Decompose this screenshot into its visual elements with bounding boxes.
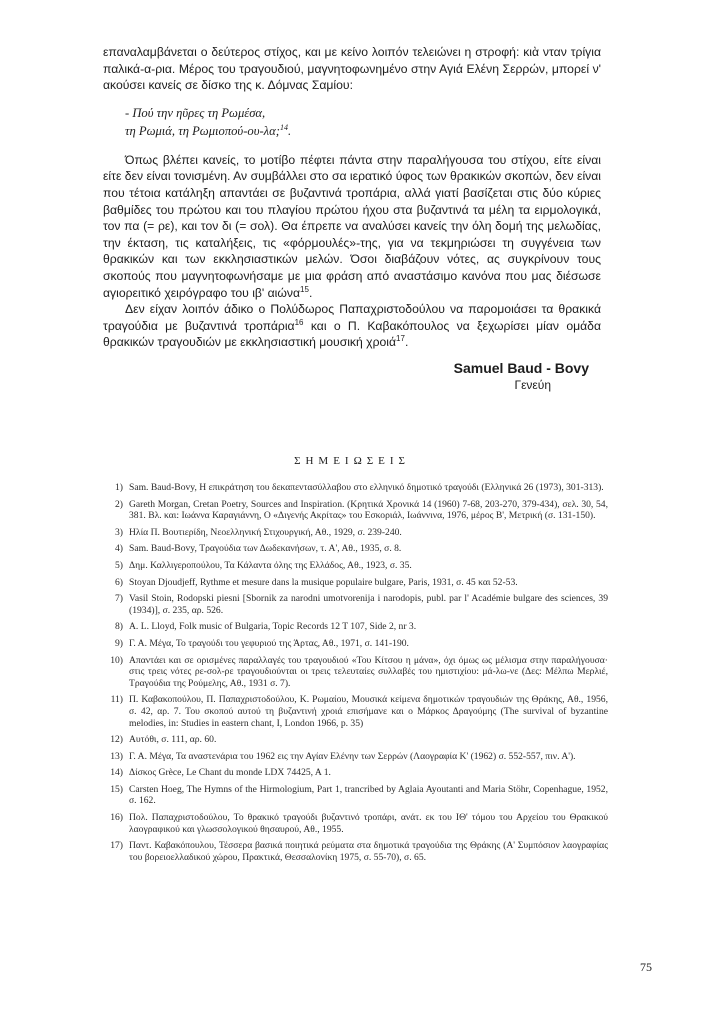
footnote-text: Αυτόθι, σ. 111, αρ. 60. [129,734,217,746]
footnote-item [103,751,608,763]
footnote-item [103,812,608,835]
notes-list [103,482,608,868]
footnote-number: 3) [115,526,123,538]
footnote-text: A. L. Lloyd, Folk music of Bulgaria, Topic Records 12 T 107, Side 2, nr 3. [129,621,417,633]
footnote-item [103,655,608,690]
footnote-number: 14) [110,767,123,779]
footnote-text: Sam. Baud-Bovy, Η επικράτηση του δεκαπεντασύλλαβου στο ελληνικό δημοτικό τραγούδι (Ελληνικά 26 (1973), 301-313). [129,482,604,493]
paragraph-3-text-b: και ο Π. Καβακόπουλος να ξεχωρίσει μίαν ομάδα θρακικών τραγουδιών με εκκλησιαστική μουσική χροιά [103,318,601,350]
verse-line-2-text: τη Ρωμιά, τη Ρωμιοπού-ου-λα; [125,123,280,138]
footnote-text: Vasil Stoin, Rodopski piesni [Sbornik za narodni umotvorenija i narodopis, publ. par l' Académie bulgare des sciences, 39 (1934)], σ. 235, αρ. 526. [129,593,608,616]
signature-block [103,359,601,393]
footnote-text: Carsten Hoeg, The Hymns of the Hirmologium, Part 1, trancribed by Aglaia Ayoutanti and Maria Stöhr, Copenhague, 1952, σ. 162. [129,783,608,807]
verse-quote [125,104,601,140]
footnote-text: Gareth Morgan, Cretan Poetry, Sources and Inspiration. (Κρητικά Χρονικά 14 (1960) 7-68, 203-270, 379-434), σελ. 30, 54, 381. Βλ. και: Ιωάννα Καραγιάννη, Ο «Διγενής Ακρίτας» του Εσκοριάλ, Ιωάννινα, 1976, μέρος Β', Μετρική (σ. 131-150). [129,498,608,522]
footnote-number: 1) [115,482,123,493]
paragraph-3-text-a: Δεν είχαν λοιπόν άδικο ο Πολύδωρος Παπαχριστοδούλου να παρομοιάσει τα θρακικά τραγούδια με βυζαντινά τροπάρια [103,302,601,333]
footnote-number: 17) [110,840,123,852]
footnote-number: 8) [115,621,123,633]
footnote-text: Γ. Α. Μέγα, Τα αναστενάρια του 1962 εις την Αγίαν Ελένην των Σερρών (Λαογραφία Κ' (1962) σ. 552-557, πιν. Α'). [129,750,576,762]
footnote-text: Απαντάει και σε ορισμένες παραλλαγές του τραγουδιού «Του Κίτσου η μάνα», όχι όμως ως μέλισμα στην παραλήγουσα· στις τρεις νότες ρε-σολ-ρε τραγουδιούνται οι τρεις τελευταίες συλλαβές του ημιστιχίου: μά-λω-νε (Δες: Μέλπω Μερλιέ, Τραγούδια της Ρούμελης, Αθ., 1931 σ. 7). [129,654,608,689]
footnote-item [103,784,608,807]
footnote-item [103,767,608,779]
footnote-text: Παντ. Καβακόπουλου, Τέσσερα βασικά ποιητικά ρεύματα στα δημοτικά τραγούδια της Θράκης (Α' Συμπόσιον λαογραφίας του βορειοελλαδικού χώρου, Πρακτικά, Θεσσαλονίκη 1975, σ. 55-70), σ. 65. [129,840,608,863]
footnote-ref-15[interactable]: 15 [300,284,309,294]
footnote-number: 4) [115,543,123,555]
footnote-item [103,527,608,539]
footnote-text: Γ. Α. Μέγα, Το τραγούδι του γεφυριού της Άρτας, Αθ., 1971, σ. 141-190. [129,637,409,649]
notes-heading: ΣΗΜΕΙΩΣΕΙΣ [294,455,410,467]
footnote-number: 16) [110,812,123,824]
footnote-item [103,840,608,863]
footnote-number: 15) [110,783,123,795]
paragraph-3: Δεν είχαν λοιπόν άδικο ο Πολύδωρος Παπαχριστοδούλου να παρομοιάσει τα θρακικά τραγούδια με βυζαντινά τροπάρια$^{16}$ και ο Π. Καβακόπουλος να ξεχωρίσει μίαν ομάδα θρακικών τραγουδιών με εκκλησιαστική μουσική χροιά$^{17}$. [103,302,601,350]
footnote-number: 11) [110,694,123,706]
author-location: Γενεύη [514,377,551,392]
footnote-number: 12) [110,734,123,746]
verse-line-1: - Πού την ηῦρες τη Ρωμέσα, [125,105,266,120]
verse-line-2: τη Ρωμιά, τη Ρωμιοπού-ου-λα;$^{14}$. [125,122,292,138]
footnote-number: 10) [110,654,123,666]
footnote-ref-14[interactable]: 14 [279,122,288,132]
footnote-text: Πολ. Παπαχριστοδούλου, Το θρακικό τραγούδι βυζαντινό τροπάρι, ανάτ. εκ του ΙΘ' τόμου του Αρχείου του Θρακικού λαογραφικού και γλωσσολογικού θησαυρού, Αθ., 1955. [129,812,608,835]
page-number: 75 [640,960,652,974]
footnote-item [103,499,608,522]
footnote-number: 9) [115,637,123,649]
footnote-item [103,638,608,650]
footnote-text: Π. Καβακοπούλου, Π. Παπαχριστοδούλου, Κ. Ρωμαίου, Μουσικά κείμενα δημοτικών τραγουδιών της Θράκης, Αθ., 1956, σ. 42, αρ. 7. Του σκοπού αυτού τη βυζαντινή χροιά επισήμανε και ο Μάρκος Δραγούμης (The survival of byzantine melodies, in: Studies in eastern chant, I, London 1966, p. 35) [129,694,608,729]
footnote-ref-17[interactable]: 17 [396,334,405,344]
paragraph-2-text: Όπως βλέπει κανείς, το μοτίβο πέφτει πάντα στην παραλήγουσα του στίχου, είτε είναι είτε δεν είναι τονισμένη. Αν συμβάλλει στο σα ιερατικό ύφος των θρακικών σκοπών, δεν είναι που τέτοια κατάληξη απαντάει σε βυζαντινά τροπάρια, αλλά γιατί βασίζεται στις δύο κύριες βαθμίδες του πρώτου και του πλαγίου πρώτου ήχου στα βυζαντινά τα μέλη τα ειρμολογικά, τον πα (= ρε), και τον δι (= σολ). Θα έπρεπε να αναλύσει κανείς την όλη δομή της μελωδίας, την έκταση, τις καταλήξεις, τις «φόρμουλές»-της, για να τεκμηριώσει τη συγγένεια των θρακικών και των εκκλησιαστικών μελών. Όσοι διαβάζουν νότες, ας συγκρίνουν τους σκοπούς που μαγνητοφωνήσαμε με μια φράση από αναστάσιμο κανόνα που μας διέσωσε αγιορειτικό χειρόγραφο του ιβ' αιώνα [103,152,601,300]
footnote-item [103,621,608,633]
footnote-item [103,482,608,494]
author-name: Samuel Baud - Bovy [453,359,589,376]
footnote-ref-16[interactable]: 16 [294,317,304,327]
footnote-text: Ηλία Π. Βουτιερίδη, Νεοελληνική Στιχουργική, Αθ., 1929, σ. 239-240. [129,526,402,538]
paragraph-2: Όπως βλέπει κανείς, το μοτίβο πέφτει πάντα στην παραλήγουσα του στίχου, είτε είναι είτε δεν είναι τονισμένη. Αν συμβάλλει στο σα ιερατικό ύφος των θρακικών σκοπών, δεν είναι που τέτοια κατάληξη απαντάει σε βυζαντινά τροπάρια, αλλά γιατί βασίζεται στις δύο κύριες βαθμίδες του πρώτου και του πλαγίου πρώτου ήχου στα βυζαντινά τα μέλη τα ειρμολογικά, τον πα (= ρε), και τον δι (= σολ). Θα έπρεπε να αναλύσει κανείς την όλη δομή της μελωδίας, την έκταση, τις καταλήξεις, τις «φόρμουλές»-της, για να τεκμηριώσει τη συγγένεια των θρακικών και των εκκλησιαστικών μελών. Όσοι διαβάζουν νότες, ας συγκρίνουν τους σκοπούς που μαγνητοφωνήσαμε με μια φράση από αναστάσιμο κανόνα που μας διέσωσε αγιορειτικό χειρόγραφο του ιβ' αιώνα$^{15}$. [103,152,601,300]
footnote-number: 5) [115,559,123,571]
footnote-item [103,734,608,746]
footnote-item [103,593,608,616]
footnote-item [103,694,608,729]
footnote-item [103,543,608,555]
paragraph-1: επαναλαμβάνεται ο δεύτερος στίχος, και με κείνο λοιπόν τελειώνει η στροφή: κιὰ νταν τρίγια παλικά-α-ρια. Μέρος του τραγουδιού, μαγνητοφωνημένο στην Αγιά Ελένη Σερρών, μπορεί ν' ακούσει κανείς σε δίσκο της κ. Δόμνας Σαμίου: [103,45,601,93]
footnote-item [103,577,608,589]
footnote-number: 7) [115,593,123,605]
footnote-text: Stoyan Djoudjeff, Rythme et mesure dans la musique populaire bulgare, Paris, 1931, σ. 45 και 52-53. [129,576,518,588]
footnote-number: 2) [115,498,123,510]
main-text [103,44,601,393]
footnote-text: Sam. Baud-Bovy, Τραγούδια των Δωδεκανήσων, τ. Α', Αθ., 1935, σ. 8. [129,543,402,555]
footnote-number: 6) [115,576,123,588]
footnote-item [103,560,608,572]
footnote-number: 13) [110,750,123,762]
footnote-text: Δίσκος Grèce, Le Chant du monde LDX 74425, A 1. [129,767,331,779]
footnote-text: Δημ. Καλλιγεροπούλου, Τα Κάλαντα όλης της Ελλάδος, Αθ., 1923, σ. 35. [129,559,412,571]
